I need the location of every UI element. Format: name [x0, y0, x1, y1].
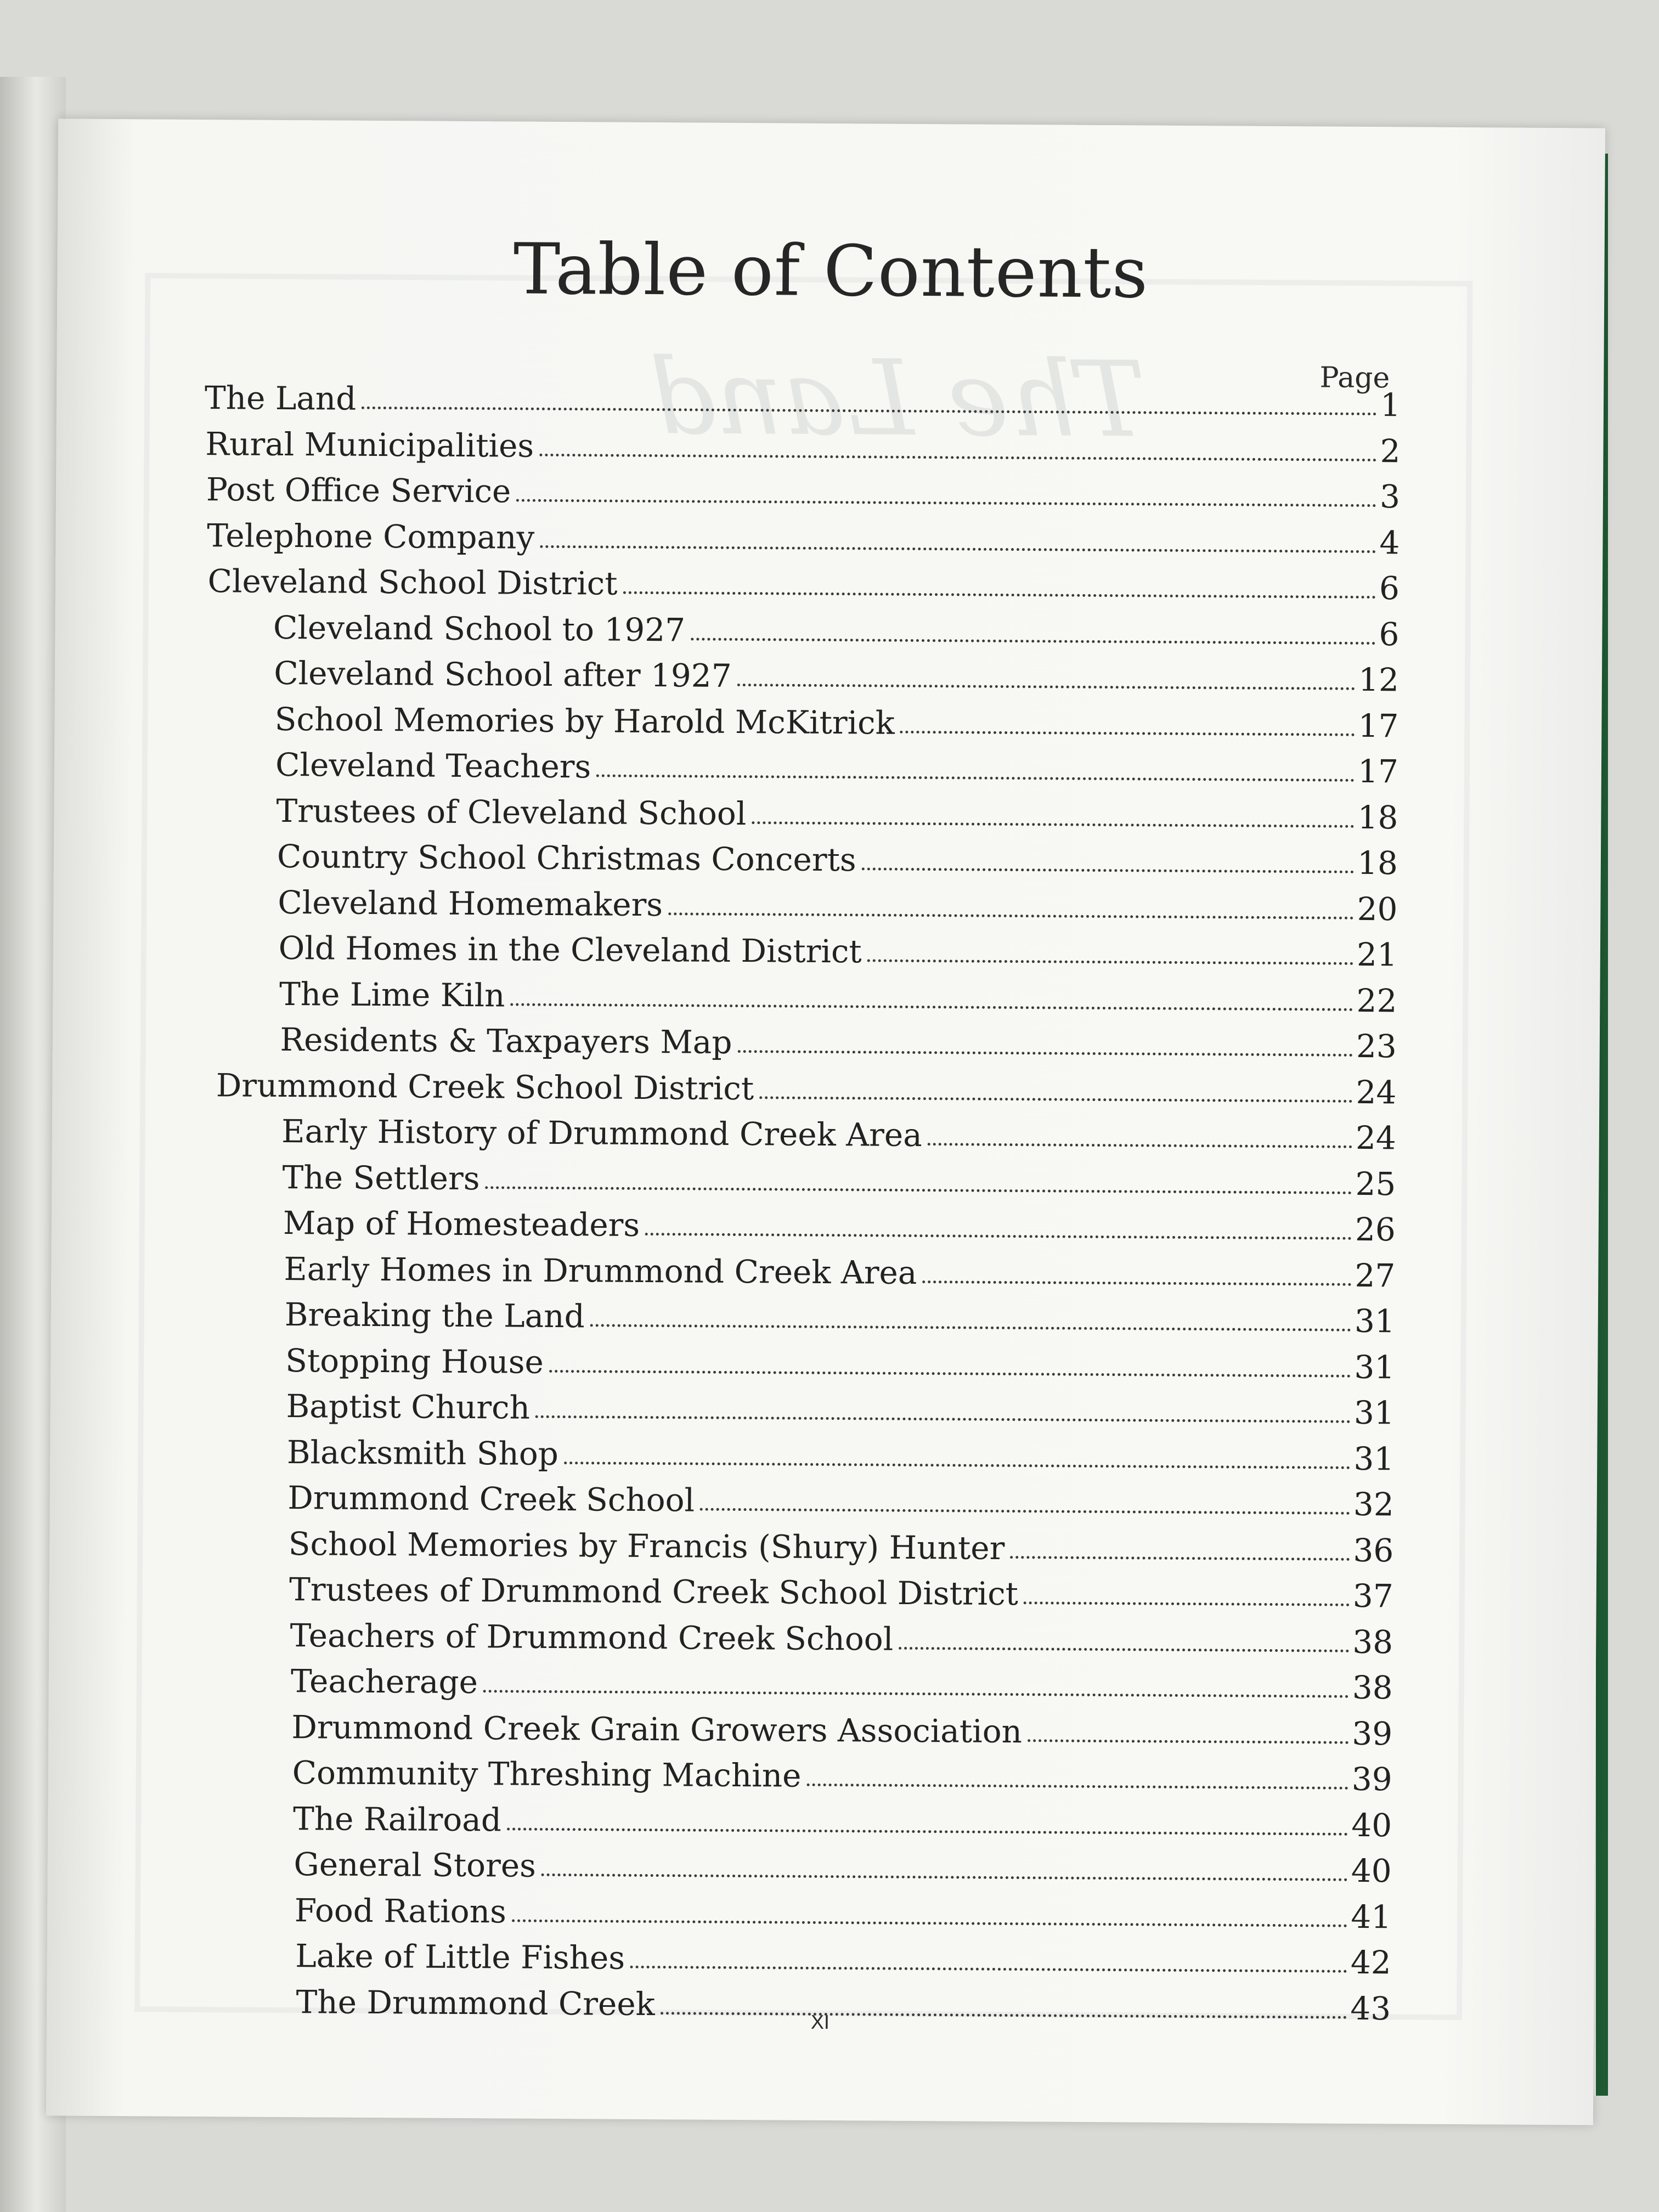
dot-leader: [752, 821, 1354, 828]
toc-entry: [205, 424, 1401, 471]
toc-entry: [278, 882, 1398, 929]
toc-entry-page: 17: [1358, 707, 1399, 744]
toc-entry: [285, 1294, 1395, 1341]
toc-entry: [275, 698, 1399, 746]
dot-leader: [485, 1186, 1352, 1194]
toc-entry-page: 27: [1355, 1256, 1396, 1294]
toc-entry-page: 40: [1351, 1852, 1392, 1890]
toc-entry-page: 1: [1380, 386, 1401, 424]
dot-leader: [510, 1003, 1353, 1011]
toc-entry: [205, 377, 1401, 425]
dot-leader: [900, 730, 1355, 736]
toc-entry: [285, 1340, 1395, 1387]
toc-entry-page: 25: [1355, 1165, 1396, 1203]
toc-entry-label: Early Homes in Drummond Creek Area: [284, 1250, 917, 1291]
toc-entry-label: Trustees of Cleveland School: [276, 792, 747, 832]
toc-entry: [287, 1477, 1394, 1525]
toc-entry-label: School Memories by Harold McKitrick: [274, 700, 895, 742]
dot-leader: [549, 1369, 1351, 1377]
dot-leader: [564, 1462, 1351, 1469]
toc-entry-label: Blacksmith Shop: [286, 1433, 559, 1472]
toc-entry: [293, 1798, 1392, 1846]
toc-entry-label: Rural Municipalities: [205, 425, 534, 465]
toc-entry-label: Trustees of Drummond Creek School District: [289, 1571, 1019, 1613]
toc-entry: [290, 1615, 1393, 1662]
toc-entry-label: Cleveland School after 1927: [274, 654, 732, 695]
toc-entry-page: 21: [1356, 935, 1398, 974]
toc-entry-page: 18: [1357, 844, 1398, 882]
toc-entry-label: Teacherage: [290, 1662, 478, 1701]
toc-entry-page: 22: [1356, 981, 1397, 1019]
toc-entry-page: 31: [1354, 1302, 1396, 1340]
dot-leader: [668, 912, 1354, 919]
dot-leader: [737, 684, 1355, 690]
toc-entry-page: 26: [1355, 1210, 1396, 1249]
dot-leader: [862, 867, 1354, 873]
toc-entry-label: The Lime Kiln: [279, 975, 505, 1014]
toc-entry: [295, 1890, 1392, 1937]
toc-entry: [289, 1523, 1394, 1571]
toc-entry-label: Food Rations: [294, 1891, 507, 1930]
dot-leader: [535, 1415, 1351, 1423]
toc-entry: [206, 469, 1401, 517]
dot-leader: [806, 1784, 1348, 1790]
toc-entry: [207, 515, 1400, 563]
toc-entry-page: 43: [1350, 1989, 1391, 2027]
toc-entry-page: 6: [1379, 615, 1400, 653]
toc-entry-label: Cleveland Teachers: [275, 746, 591, 786]
dot-leader: [590, 1324, 1351, 1331]
toc-entry-label: Drummond Creek School: [287, 1479, 695, 1519]
toc-entry: [273, 607, 1400, 654]
toc-entry-label: Community Threshing Machine: [292, 1754, 802, 1795]
toc-entry-label: Drummond Creek Grain Growers Association: [291, 1708, 1023, 1750]
toc-entry-page: 40: [1351, 1806, 1392, 1844]
toc-entry-label: The Drummond Creek: [296, 1983, 656, 2023]
toc-entry: [284, 1248, 1395, 1295]
toc-entry-page: 39: [1352, 1714, 1393, 1752]
dot-leader: [691, 637, 1376, 645]
toc-entry-label: Telephone Company: [206, 516, 535, 556]
toc-entry: [287, 1432, 1395, 1479]
toc-entry-label: Residents & Taxpayers Map: [280, 1020, 732, 1061]
toc-entry-label: Post Office Service: [206, 471, 511, 510]
toc-entry: [278, 928, 1397, 975]
dot-leader: [700, 1508, 1350, 1515]
dot-leader: [483, 1690, 1349, 1698]
dot-leader: [1024, 1601, 1350, 1606]
toc-entry-page: 31: [1353, 1440, 1395, 1477]
toc-entry: [277, 836, 1398, 883]
bleed-title-watermark: The Land: [648, 336, 1147, 461]
toc-entry-page: 24: [1355, 1119, 1397, 1157]
toc-entry: [279, 973, 1397, 1020]
page-title: Table of Contents: [513, 228, 1149, 314]
toc-entry-page: 37: [1352, 1577, 1393, 1615]
toc-entry-label: Country School Christmas Concerts: [276, 837, 856, 879]
toc-entry-page: 23: [1356, 1027, 1397, 1065]
dot-leader: [596, 774, 1355, 781]
toc-entry-page: 12: [1358, 661, 1400, 699]
toc-entry-label: Map of Homesteaders: [283, 1204, 640, 1244]
toc-entry: [274, 653, 1399, 701]
page-number: XI: [810, 2010, 830, 2034]
toc-entry-page: 4: [1379, 523, 1400, 561]
toc-entry: [291, 1707, 1392, 1754]
page-column-heading: Page: [1319, 361, 1390, 395]
dot-leader: [922, 1280, 1351, 1286]
toc-entry: [282, 1156, 1396, 1204]
toc-entry: [275, 744, 1398, 792]
dot-leader: [540, 545, 1376, 552]
toc-entry: [295, 1936, 1391, 1983]
toc-entries: [46, 119, 1605, 2125]
toc-entry: [294, 1844, 1392, 1891]
dot-leader: [737, 1050, 1353, 1057]
dot-leader: [362, 407, 1377, 415]
toc-entry-label: Cleveland School to 1927: [273, 608, 686, 648]
toc-entry-label: The Land: [204, 379, 357, 417]
dot-leader: [1028, 1739, 1348, 1744]
toc-entry: [292, 1752, 1392, 1799]
toc-entry-page: 36: [1353, 1531, 1394, 1569]
toc-entry-label: The Settlers: [282, 1158, 480, 1197]
dot-leader: [899, 1646, 1349, 1652]
toc-entry-page: 3: [1379, 478, 1401, 516]
toc-entry-page: 38: [1352, 1623, 1393, 1661]
toc-entry-page: 32: [1353, 1485, 1394, 1523]
toc-entry-page: 17: [1357, 752, 1399, 791]
toc-entry-label: Baptist Church: [286, 1387, 531, 1426]
toc-entry-label: Cleveland School District: [207, 562, 618, 602]
toc-entry: [207, 561, 1400, 608]
toc-entry: [280, 1019, 1397, 1066]
toc-entry: [291, 1661, 1393, 1708]
toc-entry-label: Early History of Drummond Creek Area: [281, 1112, 923, 1154]
dot-leader: [507, 1827, 1348, 1835]
toc-entry: [276, 790, 1398, 837]
dot-leader: [928, 1143, 1352, 1148]
toc-entry-page: 39: [1351, 1760, 1392, 1798]
toc-entry-page: 31: [1354, 1348, 1395, 1386]
toc-entry: [286, 1386, 1395, 1433]
toc-entry-label: General Stores: [294, 1846, 537, 1884]
toc-entry-page: 38: [1352, 1668, 1393, 1707]
toc-entry: [216, 1065, 1397, 1113]
dot-leader: [867, 959, 1353, 964]
toc-entry-page: 6: [1379, 569, 1400, 607]
toc-entry-label: Lake of Little Fishes: [295, 1937, 625, 1977]
toc-entry-page: 20: [1357, 890, 1398, 928]
toc-entry-page: 24: [1356, 1073, 1397, 1111]
toc-entry-label: The Railroad: [292, 1799, 502, 1838]
toc-entry-page: 2: [1380, 432, 1401, 470]
toc-entry: [283, 1203, 1396, 1250]
toc-entry-label: Drummond Creek School District: [216, 1066, 754, 1107]
toc-entry-page: 18: [1357, 798, 1398, 836]
dot-leader: [759, 1096, 1352, 1103]
dot-leader: [645, 1233, 1352, 1240]
toc-entry-label: School Memories by Francis (Shury) Hunter: [288, 1525, 1005, 1567]
book-page: [46, 119, 1605, 2125]
toc-entry-label: Stopping House: [285, 1341, 544, 1381]
toc-entry-label: Old Homes in the Cleveland District: [278, 929, 862, 970]
dot-leader: [630, 1966, 1347, 1973]
dot-leader: [512, 1919, 1348, 1927]
toc-entry: [281, 1111, 1396, 1158]
toc-entry: [289, 1569, 1393, 1616]
toc-entry-page: 42: [1350, 1943, 1391, 1982]
dot-leader: [623, 591, 1376, 599]
dot-leader: [539, 453, 1376, 461]
toc-entry-label: Teachers of Drummond Creek School: [290, 1616, 894, 1658]
dot-leader: [1010, 1556, 1350, 1561]
dot-leader: [541, 1874, 1348, 1881]
toc-entry-page: 31: [1353, 1393, 1395, 1432]
dot-leader: [516, 499, 1376, 507]
toc-entry-label: Cleveland Homemakers: [278, 883, 663, 923]
toc-entry-label: Breaking the Land: [284, 1295, 585, 1335]
toc-entry-page: 41: [1351, 1898, 1392, 1936]
